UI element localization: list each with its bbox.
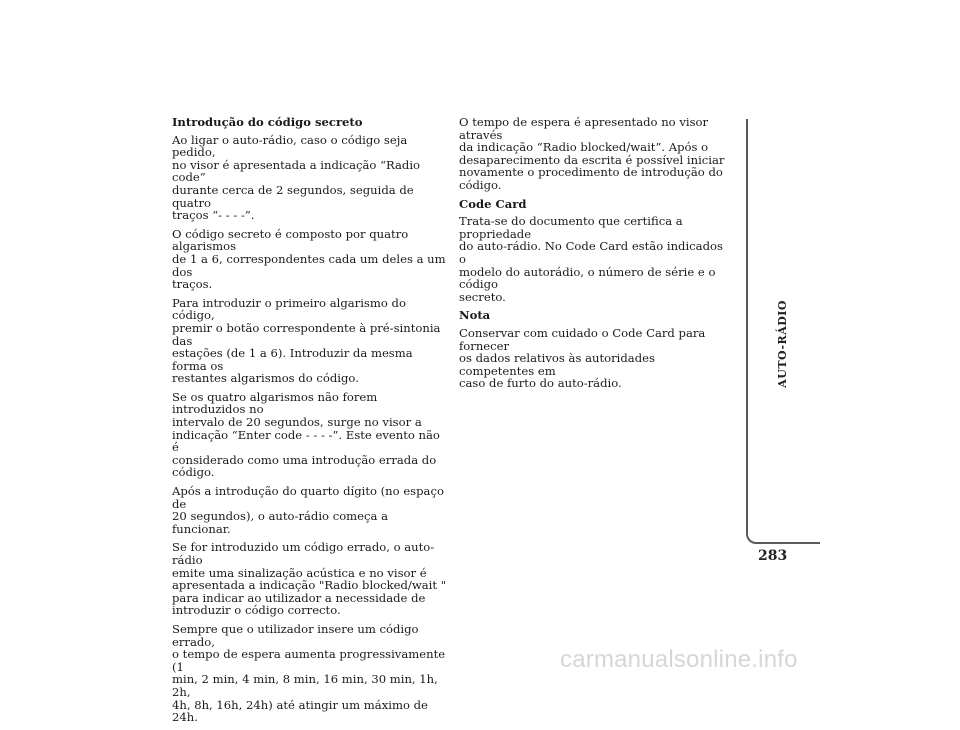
code-card-heading: Code Card [459, 196, 527, 211]
left-column [172, 116, 450, 730]
right-column [459, 116, 733, 396]
code-card-paragraph: Trata-se do documento que certifica a propriedade do auto-rádio. No Code Card estão indicados o modelo do autorádio, o número de série e o código secreto. [459, 214, 723, 304]
paragraph-7: Sempre que o utilizador insere um código errado, o tempo de espera aumenta progressivamente (1 min, 2 min, 4 min, 8 min, 16 min, 30 min, 1h, 2h, 4h, 8h, 16h, 24h) até atingir um máximo de 24h. [172, 621, 446, 725]
paragraph-2: O código secreto é composto por quatro algarismos de 1 a 6, correspondentes cada um deles a um dos traços. [172, 226, 446, 292]
note-paragraph: Conservar com cuidado o Code Card para fornecer os dados relativos às autoridades competentes em caso de furto do auto-rádio. [459, 325, 706, 391]
paragraph-3: Para introduzir o primeiro algarismo do código, premir o botão correspondente à pré-sintonia das estações (de 1 a 6). Introduzir da mesma forma os restantes algarismos do código. [172, 295, 441, 386]
section-heading: Introdução do código secreto [172, 115, 363, 129]
paragraph-5: Após a introdução do quarto dígito (no espaço de 20 segundos), o auto-rádio começa a funcionar. [172, 484, 444, 536]
wait-time-paragraph: O tempo de espera é apresentado no visor através da indicação “Radio blocked/wait”. Após o desaparecimento da escrita é possível iniciar novamente o procedimento de introdução do código. [459, 115, 725, 192]
paragraph-4: Se os quatro algarismos não forem introduzidos no intervalo de 20 segundos, surge no visor a indicação “Enter code - - - -”. Este evento não é considerado como uma introdução errada do código. [172, 389, 440, 480]
paragraph-6: Se for introduzido um código errado, o auto-rádio emite uma sinalização acústica e no visor é apresentada a indicação "Radio blocked/wait " para indicar ao utilizador a necessidade de introduzir o código correcto. [172, 540, 447, 618]
watermark: carmanualsonline.info [560, 646, 798, 673]
note-heading: Nota [459, 308, 491, 323]
paragraph-1: Ao ligar o auto-rádio, caso o código seja pedido, no visor é apresentada a indicação “Radio code” durante cerca de 2 segundos, seguida de quatro traços “- - - -”. [172, 132, 421, 223]
page-number: 283 [758, 548, 788, 564]
chapter-label: AUTO-RÁDIO [776, 300, 789, 388]
